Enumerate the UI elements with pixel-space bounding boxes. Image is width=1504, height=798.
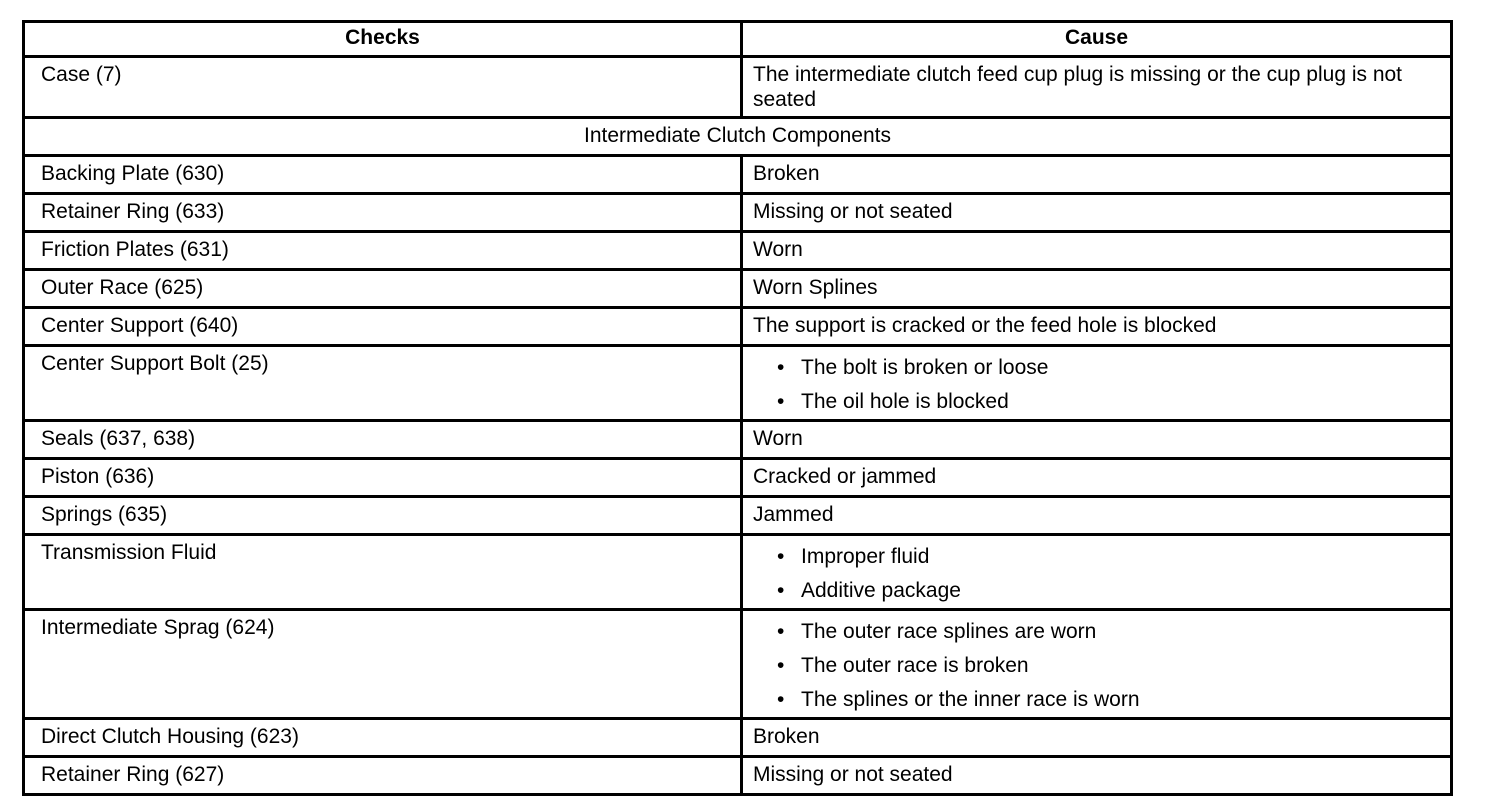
check-cell: Transmission Fluid: [24, 535, 742, 610]
cause-cell: Worn Splines: [742, 270, 1452, 308]
table-row: [24, 459, 1452, 497]
cause-list: [753, 611, 1440, 717]
cause-cell: [742, 346, 1452, 421]
cause-cell: Missing or not seated: [742, 757, 1452, 795]
table-row: [24, 497, 1452, 535]
table-row: [24, 156, 1452, 194]
cause-column-header: Cause: [742, 22, 1452, 57]
check-cell: Case (7): [24, 57, 742, 118]
table-row: [24, 719, 1452, 757]
check-cell: Backing Plate (630): [24, 156, 742, 194]
cause-cell: The intermediate clutch feed cup plug is missing or the cup plug is not seated: [742, 57, 1452, 118]
check-cell: Retainer Ring (633): [24, 194, 742, 232]
cause-list-item: • Improper fluid: [775, 544, 1440, 578]
check-cell: Springs (635): [24, 497, 742, 535]
cause-cell: Jammed: [742, 497, 1452, 535]
cause-list-item: • The oil hole is blocked: [775, 389, 1440, 415]
cause-cell: Worn: [742, 421, 1452, 459]
check-cell: Piston (636): [24, 459, 742, 497]
cause-list-item: • The outer race is broken: [775, 653, 1440, 687]
table-row: [24, 308, 1452, 346]
cause-list-item: • Additive package: [775, 578, 1440, 604]
table-row: [24, 757, 1452, 795]
header-row: [24, 22, 1452, 57]
check-cell: Retainer Ring (627): [24, 757, 742, 795]
check-cell: Center Support (640): [24, 308, 742, 346]
diagnosis-table: [22, 20, 1453, 796]
check-cell: Seals (637, 638): [24, 421, 742, 459]
cause-cell: Broken: [742, 719, 1452, 757]
section-heading: Intermediate Clutch Components: [24, 118, 1452, 156]
table-row: [24, 535, 1452, 610]
cause-cell: The support is cracked or the feed hole is blocked: [742, 308, 1452, 346]
cause-cell: [742, 610, 1452, 719]
section-row: [24, 118, 1452, 156]
check-cell: Outer Race (625): [24, 270, 742, 308]
table-row: [24, 57, 1452, 118]
table-row: [24, 421, 1452, 459]
check-cell: Direct Clutch Housing (623): [24, 719, 742, 757]
table-row: [24, 610, 1452, 719]
table-row: [24, 270, 1452, 308]
cause-cell: Broken: [742, 156, 1452, 194]
check-cell: Center Support Bolt (25): [24, 346, 742, 421]
cause-list-item: • The bolt is broken or loose: [775, 355, 1440, 389]
cause-cell: [742, 535, 1452, 610]
cause-list-item: • The splines or the inner race is worn: [775, 687, 1440, 713]
table-row: [24, 346, 1452, 421]
cause-list: [753, 347, 1440, 419]
cause-cell: Cracked or jammed: [742, 459, 1452, 497]
cause-list: [753, 536, 1440, 608]
table-row: [24, 232, 1452, 270]
table-row: [24, 194, 1452, 232]
check-cell: Friction Plates (631): [24, 232, 742, 270]
cause-list-item: • The outer race splines are worn: [775, 619, 1440, 653]
cause-cell: Worn: [742, 232, 1452, 270]
checks-column-header: Checks: [24, 22, 742, 57]
cause-cell: Missing or not seated: [742, 194, 1452, 232]
check-cell: Intermediate Sprag (624): [24, 610, 742, 719]
